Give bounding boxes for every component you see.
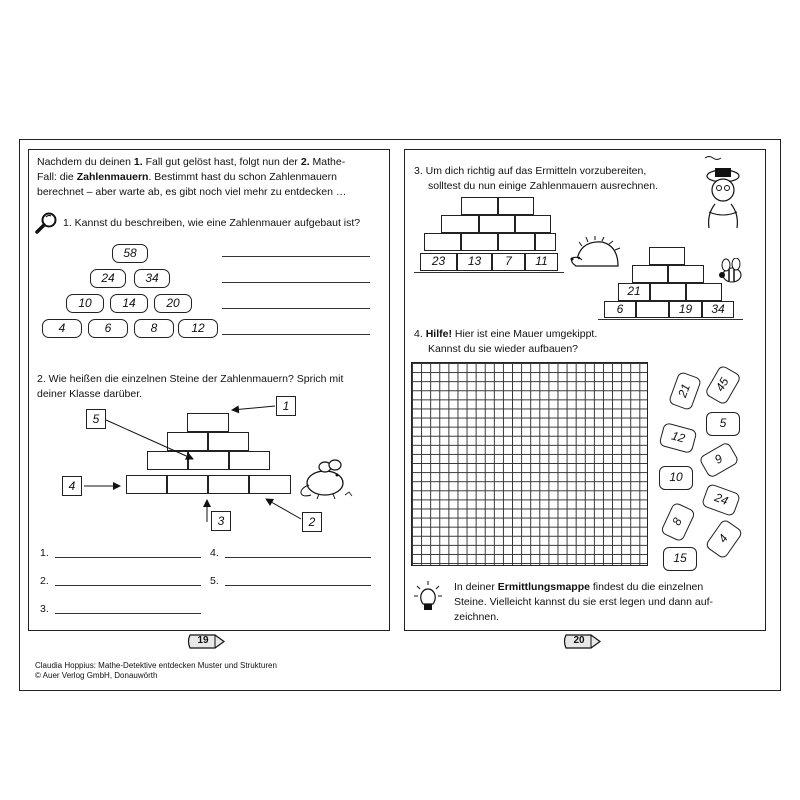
wall-brick-blank bbox=[188, 451, 229, 470]
bee-illustration bbox=[716, 258, 746, 286]
number-card[interactable]: 45 bbox=[704, 364, 742, 405]
label-box-4: 4 bbox=[62, 476, 82, 496]
wall-brick-blank bbox=[208, 475, 249, 494]
intro-line-2: Fall: die Zahlenmauern. Bestimmt hast du schon Zahlenmauern bbox=[37, 171, 337, 183]
number-card[interactable]: 21 bbox=[668, 371, 702, 411]
task-4-line-1: 4. Hilfe! Hier ist eine Mauer umgekippt. bbox=[414, 328, 598, 340]
footer-author: Claudia Hoppius: Mathe-Detektive entdecken Muster und Strukturen bbox=[35, 661, 277, 670]
wall-brick: 14 bbox=[110, 294, 148, 313]
wall-brick-blank bbox=[126, 475, 167, 494]
page-number-20: 20 bbox=[573, 635, 585, 646]
answer-number-4: 4. bbox=[210, 547, 219, 559]
wall-brick-blank bbox=[461, 197, 498, 215]
task-2-line-2: deiner Klasse darüber. bbox=[37, 388, 143, 400]
answer-number-1: 1. bbox=[40, 547, 49, 559]
label-box-5: 5 bbox=[86, 409, 106, 429]
wall-a-base-brick: 23 bbox=[420, 253, 457, 271]
wall-brick-top: 58 bbox=[112, 244, 148, 263]
wall-brick-blank bbox=[515, 215, 551, 233]
answer-line[interactable] bbox=[222, 334, 370, 335]
wall-brick-blank bbox=[441, 215, 479, 233]
number-card[interactable]: 12 bbox=[658, 422, 697, 454]
wall-brick: 10 bbox=[66, 294, 104, 313]
wall-brick: 34 bbox=[134, 269, 170, 288]
wall-b-base-brick: 19 bbox=[669, 301, 702, 318]
answer-line-4[interactable] bbox=[225, 557, 371, 558]
hedgehog-illustration bbox=[568, 236, 622, 272]
wall-brick: 4 bbox=[42, 319, 82, 338]
answer-line[interactable] bbox=[222, 256, 370, 257]
footer-publisher: © Auer Verlog GmbH, Donauwörth bbox=[35, 671, 158, 680]
wall-brick-blank bbox=[167, 475, 208, 494]
answer-line-3[interactable] bbox=[55, 613, 201, 614]
wall-b-base-brick: 34 bbox=[702, 301, 734, 318]
hint-line-1: In deiner Ermittlungsmappe findest du die einzelnen bbox=[454, 581, 704, 593]
wall-brick: 20 bbox=[154, 294, 192, 313]
wall-brick-blank bbox=[498, 197, 534, 215]
label-box-2: 2 bbox=[302, 512, 322, 532]
task-3-line-2: solltest du nun einige Zahlenmauern ausrechnen. bbox=[428, 180, 658, 192]
number-card[interactable]: 10 bbox=[659, 466, 693, 490]
ground-line bbox=[414, 272, 564, 273]
wall-brick: 12 bbox=[178, 319, 218, 338]
task-1-text: 1. Kannst du beschreiben, wie eine Zahlenmauer aufgebaut ist? bbox=[63, 217, 361, 229]
wall-brick-blank bbox=[208, 432, 249, 451]
detective-illustration bbox=[695, 156, 755, 234]
wall-b-brick: 21 bbox=[618, 283, 650, 301]
magnifier-icon bbox=[35, 211, 59, 235]
task-4-line-2: Kannst du sie wieder aufbauen? bbox=[428, 343, 579, 355]
wall-brick-blank bbox=[461, 233, 498, 251]
wall-a-base-brick: 7 bbox=[492, 253, 525, 271]
wall-brick-blank bbox=[636, 301, 669, 318]
answer-number-2: 2. bbox=[40, 575, 49, 587]
wall-brick-blank bbox=[668, 265, 704, 283]
hint-line-3: zeichnen. bbox=[454, 611, 499, 623]
number-card[interactable]: 5 bbox=[706, 412, 740, 436]
answer-line[interactable] bbox=[222, 282, 370, 283]
wall-brick-blank bbox=[632, 265, 668, 283]
ground-line bbox=[598, 319, 743, 320]
number-card[interactable]: 8 bbox=[660, 502, 696, 543]
answer-number-5: 5. bbox=[210, 575, 219, 587]
drawing-grid[interactable] bbox=[411, 362, 648, 566]
answer-line-1[interactable] bbox=[55, 557, 201, 558]
answer-line[interactable] bbox=[222, 308, 370, 309]
number-card[interactable]: 4 bbox=[704, 518, 743, 560]
number-card[interactable]: 24 bbox=[701, 483, 741, 517]
intro-line-1: Nachdem du deinen 1. Fall gut gelöst hast, folgt nun der 2. Mathe- bbox=[37, 156, 346, 168]
answer-number-3: 3. bbox=[40, 603, 49, 615]
wall-brick-blank bbox=[649, 247, 685, 265]
wall-brick-blank bbox=[187, 413, 229, 432]
wall-brick: 6 bbox=[88, 319, 128, 338]
wall-brick-blank bbox=[650, 283, 686, 301]
wall-a-base-brick: 11 bbox=[525, 253, 558, 271]
hint-line-2: Steine. Vielleicht kannst du sie erst legen und dann auf- bbox=[454, 596, 713, 608]
page-number-19: 19 bbox=[197, 635, 209, 646]
wall-brick-blank bbox=[167, 432, 208, 451]
lightbulb-icon bbox=[413, 580, 443, 614]
wall-brick-blank bbox=[535, 233, 556, 251]
task-3-line-1: 3. Um dich richtig auf das Ermitteln vorzubereiten, bbox=[414, 165, 647, 177]
wall-brick-blank bbox=[147, 451, 188, 470]
wall-brick-blank bbox=[229, 451, 270, 470]
wall-brick-blank bbox=[249, 475, 291, 494]
wall-brick-blank bbox=[498, 233, 535, 251]
task-2-line-1: 2. Wie heißen die einzelnen Steine der Zahlenmauern? Sprich mit bbox=[37, 373, 344, 385]
wall-brick-blank bbox=[424, 233, 461, 251]
mouse-illustration bbox=[295, 455, 357, 501]
wall-a-base-brick: 13 bbox=[457, 253, 492, 271]
answer-line-5[interactable] bbox=[225, 585, 371, 586]
label-box-1: 1 bbox=[276, 396, 296, 416]
label-box-3: 3 bbox=[211, 511, 231, 531]
intro-line-3: berechnet – aber warte ab, es gibt noch viel mehr zu entdecken … bbox=[37, 186, 347, 198]
wall-brick-blank bbox=[479, 215, 515, 233]
wall-brick: 8 bbox=[134, 319, 174, 338]
wall-brick: 24 bbox=[90, 269, 126, 288]
wall-b-base-brick: 6 bbox=[604, 301, 636, 318]
answer-line-2[interactable] bbox=[55, 585, 201, 586]
number-card[interactable]: 15 bbox=[663, 547, 697, 571]
number-card[interactable]: 9 bbox=[698, 441, 739, 479]
